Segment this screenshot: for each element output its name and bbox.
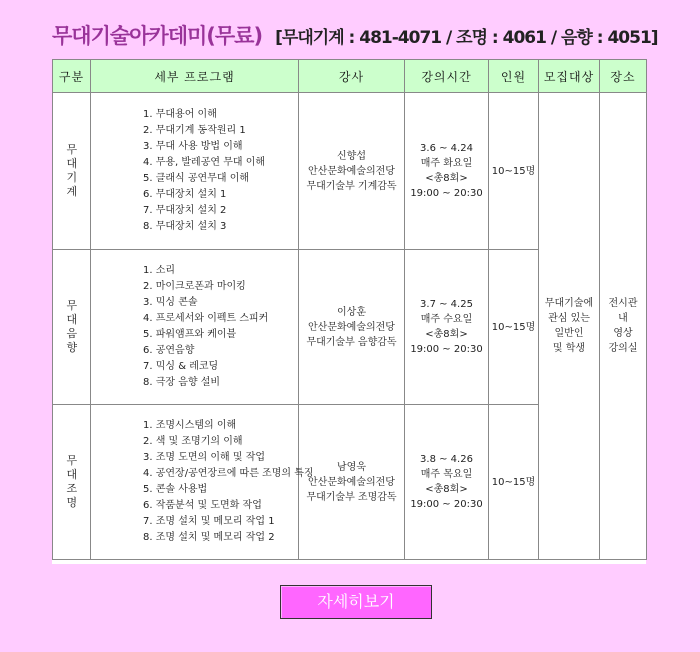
contact-numbers: [무대기계 : 481-4071 / 조명 : 4061 / 음향 : 4051] [275, 28, 658, 48]
program-cell [91, 405, 314, 560]
list-item: 2. 무대기계 동작원리 1 [143, 125, 246, 136]
program-table [52, 59, 647, 560]
target-cell: 무대기술에 관심 있는 일반인 및 학생 [539, 93, 600, 560]
list-item: 7. 무대장치 설치 2 [143, 205, 227, 216]
header-instructor: 강사 [299, 60, 405, 93]
header-program: 세부 프로그램 [91, 60, 299, 93]
list-item: 3. 믹싱 콘솔 [143, 297, 198, 308]
list-item: 7. 믹싱 & 레코딩 [143, 361, 219, 372]
list-item: 6. 공연음향 [143, 345, 195, 356]
schedule-cell: 3.7 ~ 4.25 매주 수요일 <총8회> 19:00 ~ 20:30 [405, 250, 489, 405]
program-list [91, 418, 314, 546]
header-schedule: 강의시간 [405, 60, 489, 93]
schedule-cell: 3.6 ~ 4.24 매주 화요일 <총8회> 19:00 ~ 20:30 [405, 93, 489, 250]
list-item: 1. 소리 [143, 265, 176, 276]
program-cell [91, 250, 299, 405]
list-item: 2. 마이크로폰과 마이킹 [143, 281, 246, 292]
page-title [52, 20, 658, 52]
list-item: 6. 무대장치 설치 1 [143, 189, 227, 200]
program-table-wrapper [52, 59, 646, 564]
table-row [53, 93, 647, 250]
academy-title: 무대기술아카데미(무료) [52, 24, 263, 48]
table-header-row [53, 60, 647, 93]
list-item: 8. 무대장치 설치 3 [143, 221, 227, 232]
list-item: 4. 공연장/공연장르에 따른 조명의 특징 [143, 468, 314, 479]
list-item: 5. 클래식 공연무대 이해 [143, 173, 250, 184]
category-cell: 무 대 조 명 [53, 405, 91, 560]
program-list [91, 263, 298, 391]
schedule-cell: 3.8 ~ 4.26 매주 목요일 <총8회> 19:00 ~ 20:30 [405, 405, 489, 560]
program-cell [91, 93, 299, 250]
header-category: 구분 [53, 60, 91, 93]
list-item: 3. 조명 도면의 이해 및 작업 [143, 452, 266, 463]
list-item: 1. 무대용어 이해 [143, 109, 217, 120]
list-item: 3. 무대 사용 방법 이해 [143, 141, 243, 152]
program-list [91, 107, 298, 235]
list-item: 4. 무용, 발레공연 무대 이해 [143, 157, 266, 168]
list-item: 1. 조명시스템의 이해 [143, 420, 237, 431]
instructor-cell: 남영욱 안산문화예술의전당 무대기술부 조명감독 [299, 405, 405, 560]
header-location: 장소 [600, 60, 647, 93]
list-item: 2. 색 및 조명기의 이해 [143, 436, 243, 447]
category-cell: 무 대 음 향 [53, 250, 91, 405]
list-item: 8. 조명 설치 및 메모리 작업 2 [143, 532, 275, 543]
list-item: 8. 극장 음향 설비 [143, 377, 221, 388]
header-target: 모집대상 [539, 60, 600, 93]
list-item: 7. 조명 설치 및 메모리 작업 1 [143, 516, 275, 527]
location-cell: 전시관 내 영상 강의실 [600, 93, 647, 560]
instructor-cell: 이상훈 안산문화예술의전당 무대기술부 음향감독 [299, 250, 405, 405]
list-item: 6. 작품분석 및 도면화 작업 [143, 500, 262, 511]
capacity-cell: 10~15명 [489, 93, 539, 250]
view-details-button[interactable]: 자세히보기 [280, 585, 432, 619]
capacity-cell: 10~15명 [489, 250, 539, 405]
header-capacity: 인원 [489, 60, 539, 93]
capacity-cell: 10~15명 [489, 405, 539, 560]
list-item: 4. 프로세서와 이펙트 스피커 [143, 313, 269, 324]
list-item: 5. 콘솔 사용법 [143, 484, 208, 495]
list-item: 5. 파워앰프와 케이블 [143, 329, 237, 340]
category-cell: 무 대 기 계 [53, 93, 91, 250]
instructor-cell: 신향섭 안산문화예술의전당 무대기술부 기계감독 [299, 93, 405, 250]
